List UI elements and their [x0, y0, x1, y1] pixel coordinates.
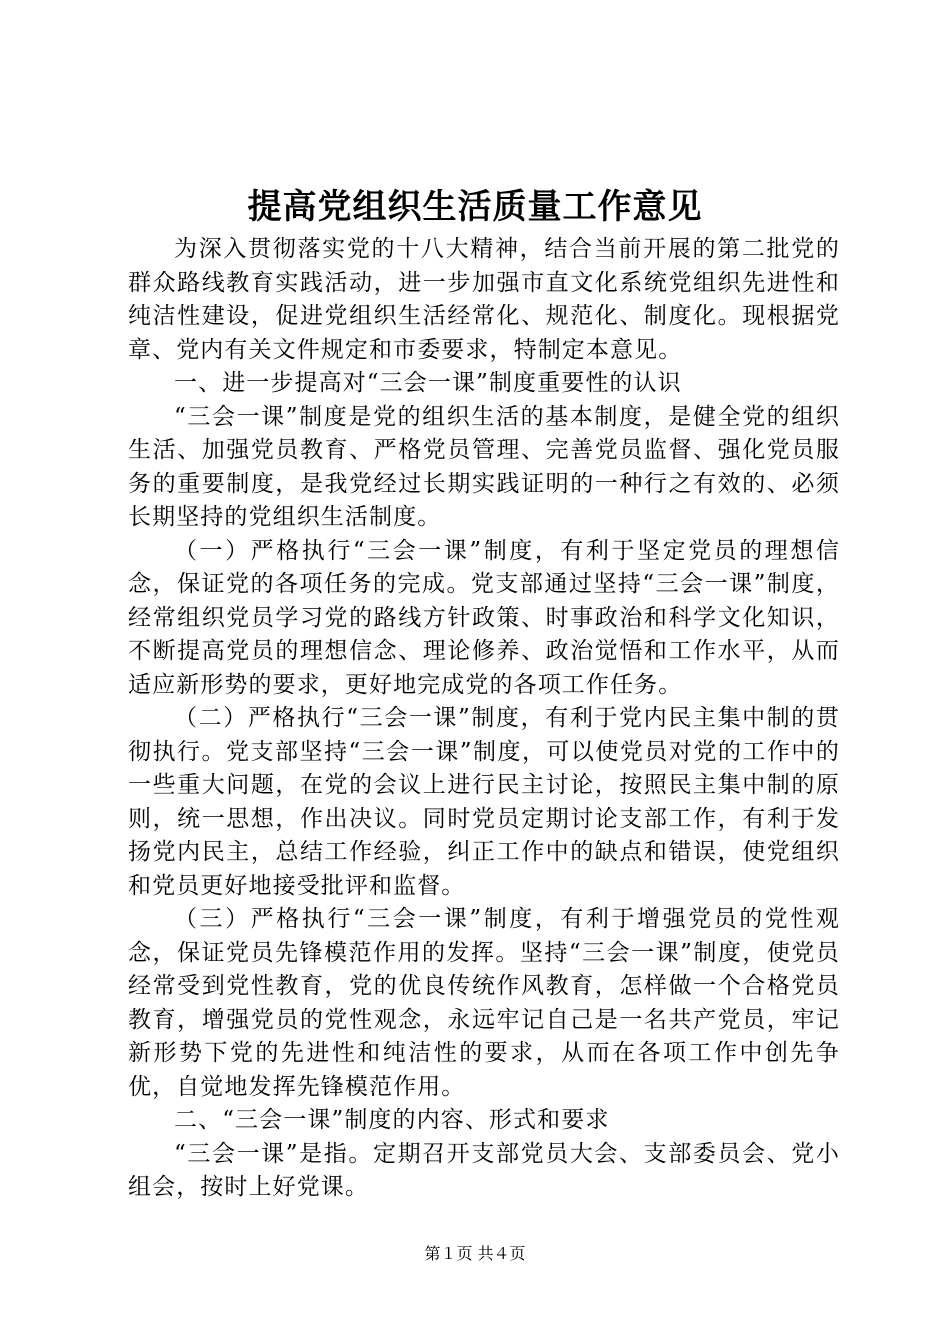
page-number-footer: 第１页 共４页 — [424, 1244, 526, 1263]
intro-paragraph: 为深入贯彻落实党的十八大精神，结合当前开展的第二批党的群众路线教育实践活动，进一步加强市直文化系统党组织先进性和纯洁性建设，促进党组织生活经常化、规范化、制度化。现根据党章、党内有关文件规定和市委要求，特制定本意见。 — [128, 236, 840, 363]
section-heading-1: 一、进一步提高对“三会一课”制度重要性的认识 — [174, 370, 682, 396]
section-heading-2: 二、“三会一课”制度的内容、形式和要求 — [174, 1107, 610, 1133]
body-paragraph: （二）严格执行“三会一课”制度，有利于党内民主集中制的贯彻执行。党支部坚持“三会一课”制度，可以使党员对党的工作中的一些重大问题，在党的会议上进行民主讨论，按照民主集中制的原则，统一思想，作出决议。同时党员定期讨论支部工作，有利于发扬党内民主，总结工作经验，纠正工作中的缺点和错误，使党组织和党员更好地接受批评和监督。 — [128, 705, 840, 899]
document-body — [128, 233, 840, 1205]
document-title: 提高党组织生活质量工作意见 — [247, 187, 703, 227]
body-paragraph: （一）严格执行“三会一课”制度，有利于坚定党员的理想信念，保证党的各项任务的完成。党支部通过坚持“三会一课”制度，经常组织党员学习党的路线方针政策、时事政治和科学文化知识，不断提高党员的理想信念、理论修养、政治觉悟和工作水平，从而适应新形势的要求，更好地完成党的各项工作任务。 — [128, 537, 840, 698]
body-paragraph: “三会一课”是指。定期召开支部党员大会、支部委员会、党小组会，按时上好党课。 — [128, 1140, 840, 1200]
body-paragraph: “三会一课”制度是党的组织生活的基本制度，是健全党的组织生活、加强党员教育、严格党员管理、完善党员监督、强化党员服务的重要制度，是我党经过长期实践证明的一种行之有效的、必须长期坚持的党组织生活制度。 — [128, 403, 840, 530]
body-paragraph: （三）严格执行“三会一课”制度，有利于增强党员的党性观念，保证党员先锋模范作用的发挥。坚持“三会一课”制度，使党员经常受到党性教育，党的优良传统作风教育，怎样做一个合格党员教育，增强党员的党性观念，永远牢记自己是一名共产党员，牢记新形势下党的先进性和纯洁性的要求，从而在各项工作中创先争优，自觉地发挥先锋模范作用。 — [128, 906, 840, 1100]
